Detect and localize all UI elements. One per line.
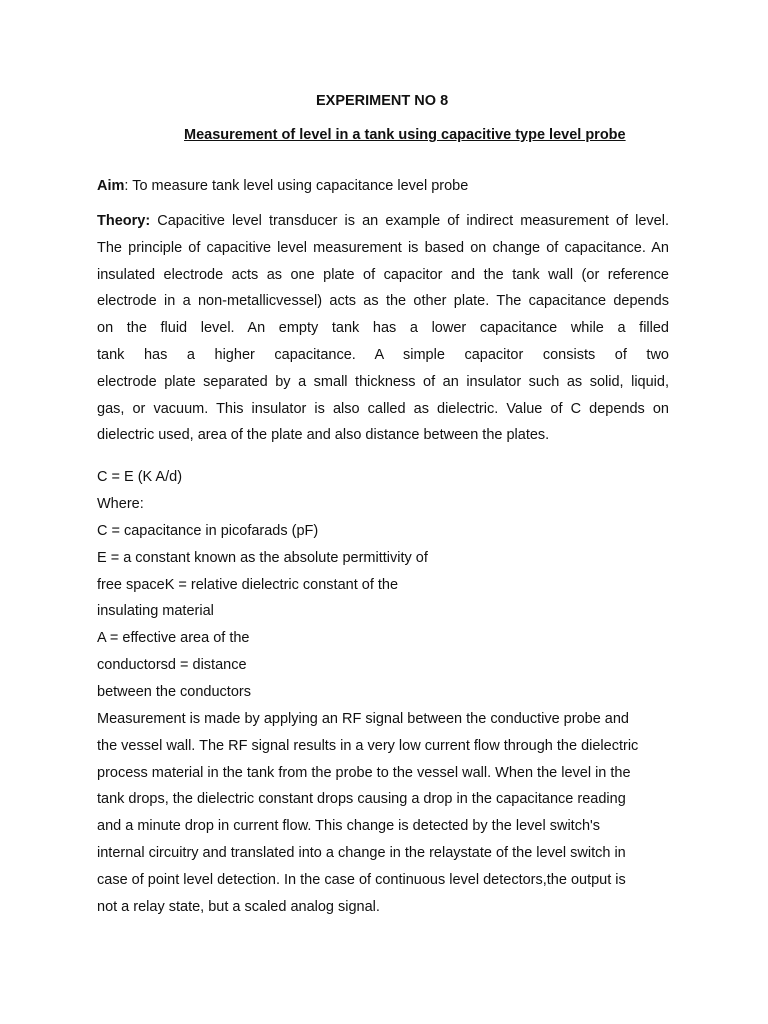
measurement-line: and a minute drop in current flow. This change is detected by the level switch's: [97, 818, 601, 834]
formula-line: C = capacitance in picofarads (pF): [97, 523, 319, 539]
formula-line: insulating material: [97, 603, 214, 619]
aim-label: Aim: [97, 178, 125, 194]
theory-paragraph: [97, 208, 669, 449]
theory-line: electrode in a non-metallicvessel) acts as the other plate. The capacitance depends: [97, 293, 669, 310]
measurement-line: tank drops, the dielectric constant drops causing a drop in the capacitance reading: [97, 791, 626, 807]
formula-line: Where:: [97, 496, 144, 512]
theory-line: The principle of capacitive level measurement is based on change of capacitance. An: [97, 239, 669, 256]
measurement-line: process material in the tank from the probe to the vessel wall. When the level in the: [97, 765, 631, 781]
experiment-subtitle: Measurement of level in a tank using capacitive type level probe: [184, 127, 626, 143]
theory-line: tank has a higher capacitance. A simple capacitor consists of two: [97, 346, 669, 363]
measurement-line: the vessel wall. The RF signal results in a very low current flow through the dielectric: [97, 738, 639, 754]
theory-line: electrode plate separated by a small thickness of an insulator such as solid, liquid,: [97, 373, 669, 390]
measurement-line: internal circuitry and translated into a change in the relaystate of the level switch in: [97, 845, 626, 861]
formula-line: conductorsd = distance: [97, 657, 247, 673]
theory-line: on the fluid level. An empty tank has a lower capacitance while a filled: [97, 320, 669, 337]
theory-line: Theory: Capacitive level transducer is an example of indirect measurement of level.: [97, 213, 669, 229]
formula-line: free spaceK = relative dielectric constant of the: [97, 577, 399, 593]
formula-line: between the conductors: [97, 684, 251, 700]
experiment-title: EXPERIMENT NO 8: [316, 93, 449, 109]
theory-label: Theory:: [97, 213, 151, 229]
formula-line: C = E (K A/d): [97, 469, 183, 485]
measurement-line: case of point level detection. In the case of continuous level detectors,the output is: [97, 872, 626, 888]
aim-text: : To measure tank level using capacitance level probe: [124, 178, 469, 194]
formula-line: E = a constant known as the absolute permittivity of: [97, 550, 428, 566]
theory-line: dielectric used, area of the plate and also distance between the plates.: [97, 427, 550, 444]
measurement-line: Measurement is made by applying an RF signal between the conductive probe and: [97, 711, 629, 727]
theory-line: gas, or vacuum. This insulator is also called as dielectric. Value of C depends on: [97, 400, 669, 417]
measurement-line: not a relay state, but a scaled analog signal.: [97, 899, 380, 915]
aim-paragraph: [97, 178, 468, 194]
theory-line: insulated electrode acts as one plate of capacitor and the tank wall (or reference: [97, 266, 669, 283]
formula-line: A = effective area of the: [97, 630, 250, 646]
